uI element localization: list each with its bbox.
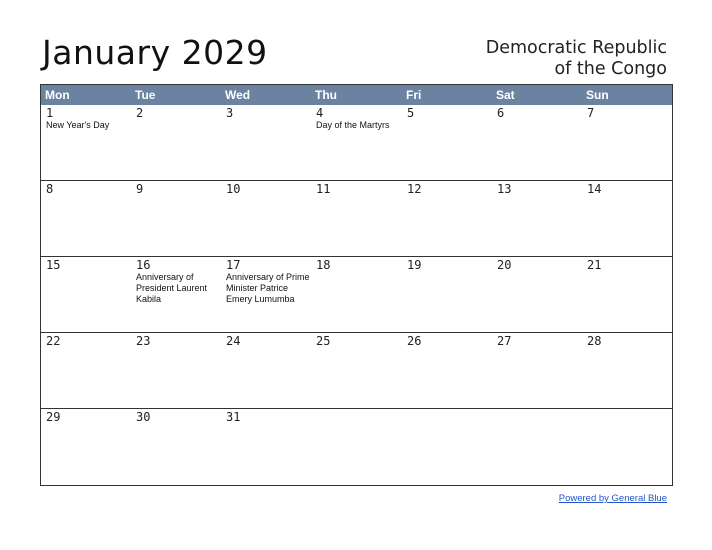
day-cell — [492, 105, 582, 181]
day-cell — [402, 333, 492, 409]
day-cell — [41, 181, 131, 257]
day-cell — [492, 257, 582, 333]
day-cell — [492, 181, 582, 257]
powered-by-link[interactable]: Powered by General Blue — [558, 493, 667, 504]
day-cell — [582, 409, 672, 485]
day-cell — [131, 257, 221, 333]
day-number: 25 — [316, 334, 331, 348]
day-cell — [492, 409, 582, 485]
day-number: 8 — [46, 182, 54, 196]
holiday-label: Anniversary of Prime Minister Patrice Emery Lumumba — [226, 272, 310, 304]
weekday-tue: Tue — [135, 88, 156, 102]
weekday-mon: Mon — [45, 88, 70, 102]
week-row — [41, 256, 672, 333]
day-number: 4 — [316, 106, 324, 120]
day-number: 17 — [226, 258, 241, 272]
holiday-label: New Year's Day — [46, 120, 110, 130]
holiday-label: Day of the Martyrs — [316, 120, 390, 130]
day-cell — [41, 105, 131, 181]
day-number: 28 — [587, 334, 602, 348]
day-number: 23 — [136, 334, 151, 348]
day-number: 13 — [497, 182, 512, 196]
day-cell — [402, 181, 492, 257]
day-cell — [492, 333, 582, 409]
day-number: 1 — [46, 106, 54, 120]
day-cell — [131, 333, 221, 409]
day-number: 16 — [136, 258, 151, 272]
day-cell — [582, 257, 672, 333]
week-row — [41, 105, 672, 181]
day-number: 19 — [407, 258, 422, 272]
day-cell — [311, 409, 401, 485]
holiday-label: Anniversary of President Laurent Kabila — [136, 272, 208, 304]
day-number: 7 — [587, 106, 595, 120]
page-title: January 2029 — [42, 33, 268, 72]
day-number: 2 — [136, 106, 144, 120]
day-number: 14 — [587, 182, 602, 196]
day-cell — [131, 409, 221, 485]
day-cell — [311, 181, 401, 257]
day-number: 18 — [316, 258, 331, 272]
week-row — [41, 408, 672, 485]
day-number: 5 — [407, 106, 415, 120]
day-number: 6 — [497, 106, 505, 120]
calendar-grid — [40, 84, 673, 486]
weekday-fri: Fri — [406, 88, 422, 102]
day-cell — [221, 333, 311, 409]
day-number: 15 — [46, 258, 61, 272]
day-cell — [582, 181, 672, 257]
week-row — [41, 332, 672, 409]
day-cell — [311, 333, 401, 409]
day-number: 24 — [226, 334, 241, 348]
day-cell — [402, 257, 492, 333]
day-cell — [311, 105, 401, 181]
day-cell — [221, 181, 311, 257]
day-number: 12 — [407, 182, 422, 196]
day-cell — [582, 105, 672, 181]
weekday-thu: Thu — [315, 88, 337, 102]
day-cell — [311, 257, 401, 333]
day-number: 11 — [316, 182, 331, 196]
day-cell — [41, 257, 131, 333]
weekday-header — [41, 85, 672, 105]
weekday-wed: Wed — [225, 88, 251, 102]
day-number: 9 — [136, 182, 144, 196]
country-line-1: Democratic Republic — [485, 38, 667, 58]
country-name — [486, 38, 667, 80]
day-number: 21 — [587, 258, 602, 272]
country-line-2: of the Congo — [554, 59, 667, 79]
day-cell — [131, 105, 221, 181]
day-cell — [221, 257, 311, 333]
day-cell — [402, 105, 492, 181]
day-cell — [221, 409, 311, 485]
week-row — [41, 180, 672, 257]
day-cell — [131, 181, 221, 257]
weekday-sun: Sun — [586, 88, 609, 102]
day-number: 27 — [497, 334, 512, 348]
day-cell — [582, 333, 672, 409]
day-number: 10 — [226, 182, 241, 196]
day-number: 3 — [226, 106, 234, 120]
day-number: 31 — [226, 410, 241, 424]
day-number: 29 — [46, 410, 61, 424]
day-cell — [41, 409, 131, 485]
day-number: 22 — [46, 334, 61, 348]
day-number: 30 — [136, 410, 151, 424]
day-cell — [221, 105, 311, 181]
weekday-sat: Sat — [496, 88, 515, 102]
day-number: 20 — [497, 258, 512, 272]
day-number: 26 — [407, 334, 422, 348]
day-cell — [41, 333, 131, 409]
day-cell — [402, 409, 492, 485]
